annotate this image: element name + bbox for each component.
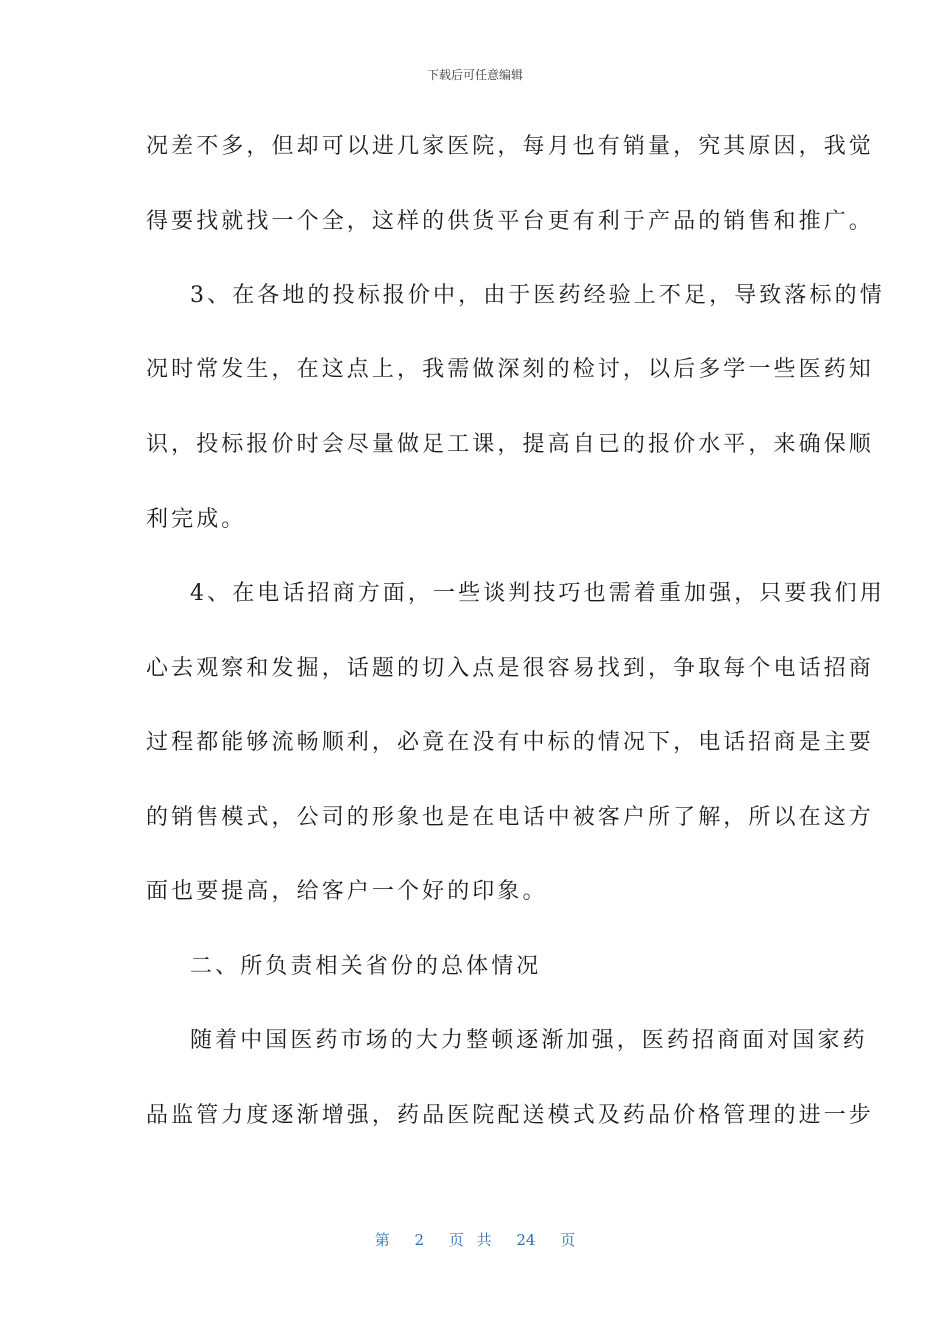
- footer-prefix: 第: [374, 1231, 390, 1249]
- body-line-9: 过程都能够流畅顺利，必竟在没有中标的情况下，电话招商是主要: [146, 730, 874, 755]
- body-line-1: 况差不多，但却可以进几家医院，每月也有销量，究其原因，我觉: [146, 134, 874, 159]
- page-footer: [0, 1229, 950, 1250]
- body-line-7: 4、在电话招商方面，一些谈判技巧也需着重加强，只要我们用: [190, 581, 885, 606]
- page-header: 下载后可任意编辑: [426, 68, 523, 82]
- body-line-13: 随着中国医药市场的大力整顿逐渐加强，医药招商面对国家药: [190, 1028, 868, 1053]
- section-heading: 二、所负责相关省份的总体情况: [190, 954, 542, 979]
- body-line-2: 得要找就找一个全，这样的供货平台更有利于产品的销售和推广。: [146, 209, 874, 234]
- body-line-11: 面也要提高，给客户一个好的印象。: [146, 879, 548, 904]
- body-line-6: 利完成。: [146, 507, 247, 532]
- footer-middle: 页 共: [448, 1231, 492, 1249]
- body-line-5: 识，投标报价时会尽量做足工课，提高自已的报价水平，来确保顺: [146, 432, 874, 457]
- footer-page-number: 2: [414, 1231, 425, 1249]
- body-line-3: 3、在各地的投标报价中，由于医药经验上不足，导致落标的情: [190, 283, 885, 308]
- footer-total-pages: 24: [516, 1231, 536, 1249]
- body-line-10: 的销售模式，公司的形象也是在电话中被客户所了解，所以在这方: [146, 805, 874, 830]
- body-line-4: 况时常发生，在这点上，我需做深刻的检讨，以后多学一些医药知: [146, 357, 874, 382]
- body-line-8: 心去观察和发掘，话题的切入点是很容易找到，争取每个电话招商: [146, 656, 874, 681]
- footer-suffix: 页: [560, 1231, 576, 1249]
- body-line-14: 品监管力度逐渐增强，药品医院配送模式及药品价格管理的进一步: [146, 1103, 874, 1128]
